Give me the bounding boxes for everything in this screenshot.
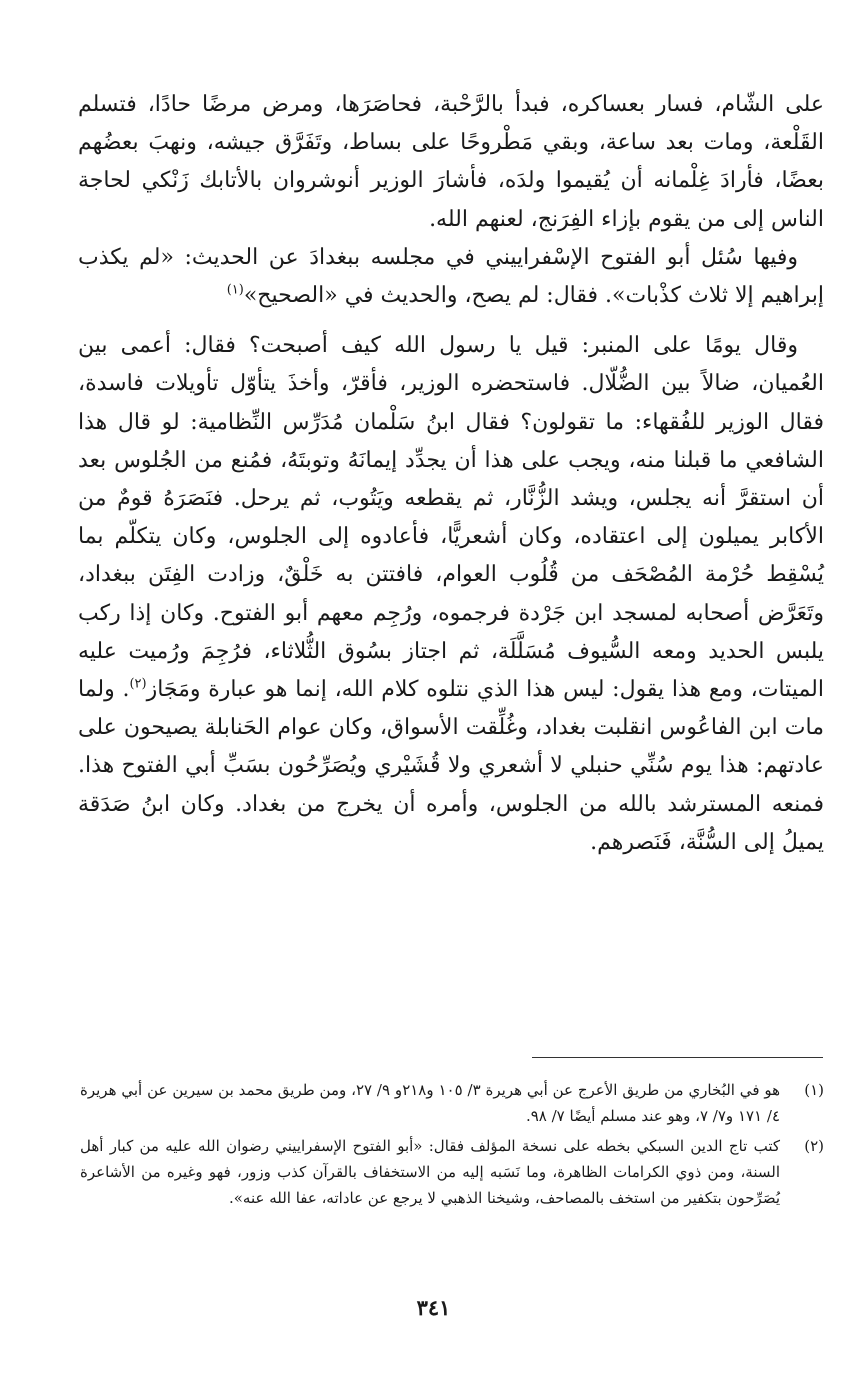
paragraph-3-text-continued: . ولما مات ابن الفاعُوس انقلبت بغداد، وغُلِّقت الأسواق، وكان عوام الحَنابلة يصيحون على عادتهم: هذا يوم سُنِّي حنبلي لا أشعري ولا قُشَيْري ويُصَرِّحُون بسَبِّ أبي الفتوح هذا. فمنعه المسترشد بالله من الجلوس، وأمره أن يخرج من بغداد. وكان ابنُ صَدَقة يميلُ إلى السُّنَّة، فَنَصرهم. (78, 677, 824, 855)
footnote-text: كتب تاج الدين السبكي بخطه على نسخة المؤلف فقال: «أبو الفتوح الإسفراييني رضوان الله عليه من كبار أهل السنة، ومن ذوي الكرامات الظاهرة، وما نَسَبه إليه من الاستخفاف بالقرآن كذب وزور، فهو وغيره من الأشاعرة يُصَرِّحون بتكفير من استخف بالمصاحف، وشيخنا الذهبي لا يرجع عن عاداته، عفا الله عنه». (80, 1137, 780, 1207)
paragraph-1-text: على الشّام، فسار بعساكره، فبدأ بالرَّحْبة، فحاصَرَها، ومرض مرضًا حادًا، فتسلم القَلْعة، ومات بعد ساعة، وبقي مَطْروحًا على بساط، وتَفَرَّق جيشه، ونهبَ بعضُهم بعضًا، فأرادَ غِلْمانه أن يُقيموا ولدَه، فأشارَ الوزير أنوشروان بالأتابك زَنْكي لحاجة الناس إلى من يقوم بإزاء الفِرَنج، لعنهم الله. (78, 92, 824, 232)
paragraph-2-text: وفيها سُئل أبو الفتوح الإسْفراييني في مجلسه ببغدادَ عن الحديث: «لم يكذب إبراهيم إلا ثلاث كذْبات». فقال: لم يصح، والحديث في «الصحيح» (78, 244, 824, 309)
footnote-number: (١) (804, 1081, 824, 1099)
paragraph-2 (78, 239, 824, 315)
footnote-number: (٢) (804, 1137, 824, 1155)
footnote-text: هو في البُخاري من طريق الأعرج عن أبي هريرة ٣/ ١٠٥ و٢١٨و ٩/ ٢٧، ومن طريق محمد بن سيرين عن أبي هريرة ٤/ ١٧١ و٧/ ٧، وهو عند مسلم أيضًا ٧/ ٩٨. (80, 1081, 781, 1125)
page-number: ٣٤١ (416, 1295, 451, 1320)
footnote-reference-2[interactable]: (٢) (129, 676, 147, 692)
paragraph-1 (78, 86, 824, 239)
footnote-2 (80, 1133, 824, 1211)
footnote-separator (532, 1057, 823, 1058)
footnote-reference-1[interactable]: (١) (226, 282, 244, 298)
footnote-1 (80, 1077, 824, 1129)
paragraph-3-text: وقال يومًا على المنبر: قيل يا رسول الله كيف أصبحت؟ فقال: أعمى بين العُميان، ضالاً بين الضُّلّال. فاستحضره الوزير، فأقرّ، وأخذَ يتأوّل تأويلات فاسدة، فقال الوزير للفُقهاء: ما تقولون؟ فقال ابنُ سَلْمان مُدَرِّس النِّظامية: لو قال هذا الشافعي ما قبلنا منه، ويجب على هذا أن يجدِّد إيمانَهُ وتوبتَهُ، فمُنع من الجُلوس بعد أن استقرَّ أنه يجلس، ويشد الزُّنَّار، ثم يقطعه ويَتُوب، ثم يرحل. فنَصَرَهُ قومٌ من الأكابر يميلون إلى اعتقاده، وكان أشعريًّا، فأعادوه إلى الجلوس، وكان يتكلّم بما يُسْقِط حُرْمة المُصْحَف من قُلُوب العوام، فافتتن به خَلْقٌ، وزادت الفِتَن ببغداد، وتَعَرَّض أصحابه لمسجد ابن جَرْدة فرجموه، ورُجِم معهم أبو الفتوح. وكان إذا ركب يلبس الحديد ومعه السُّيوف مُسَلَّلَة، ثم اجتاز بسُوق الثُّلاثاء، فرُجِمَ ورُميت عليه الميتات، ومع هذا يقول: ليس هذا الذي نتلوه كلام الله، إنما هو عبارة ومَجَاز (78, 333, 824, 703)
footnotes-block (80, 1077, 824, 1215)
paragraph-3 (78, 327, 824, 862)
main-text-block (78, 86, 824, 862)
